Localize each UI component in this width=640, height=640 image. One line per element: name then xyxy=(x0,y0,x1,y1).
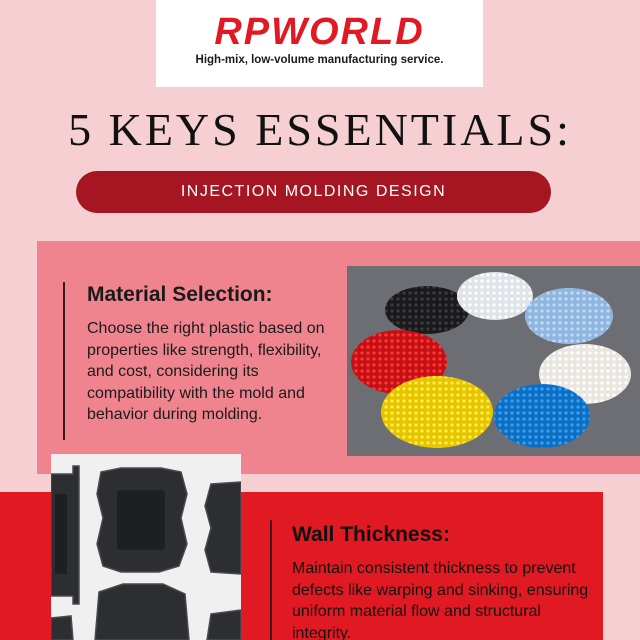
wall-heading: Wall Thickness: xyxy=(292,523,450,546)
pellets-illustration xyxy=(347,266,640,456)
brand-logo: RPWORLD xyxy=(214,11,425,53)
brand-tagline: High-mix, low-volume manufacturing service. xyxy=(195,54,444,66)
material-heading: Material Selection: xyxy=(87,283,273,306)
wall-body: Maintain consistent thickness to prevent defects like warping and sinking, ensuring uniform material flow and structural integrity. xyxy=(292,560,589,640)
subtitle-pill: INJECTION MOLDING DESIGN xyxy=(76,171,551,213)
section-divider xyxy=(270,520,272,640)
parts-illustration xyxy=(51,454,241,640)
material-body: Choose the right plastic based on properties like strength, flexibility, and cost, considering its compatibility with the mold and behavior during molding. xyxy=(87,320,325,423)
logo-box xyxy=(156,0,483,87)
parts-image xyxy=(51,454,241,640)
section-divider xyxy=(63,282,65,440)
pellets-image xyxy=(347,266,640,456)
page-title: 5 KEYS ESSENTIALS: xyxy=(68,104,572,155)
